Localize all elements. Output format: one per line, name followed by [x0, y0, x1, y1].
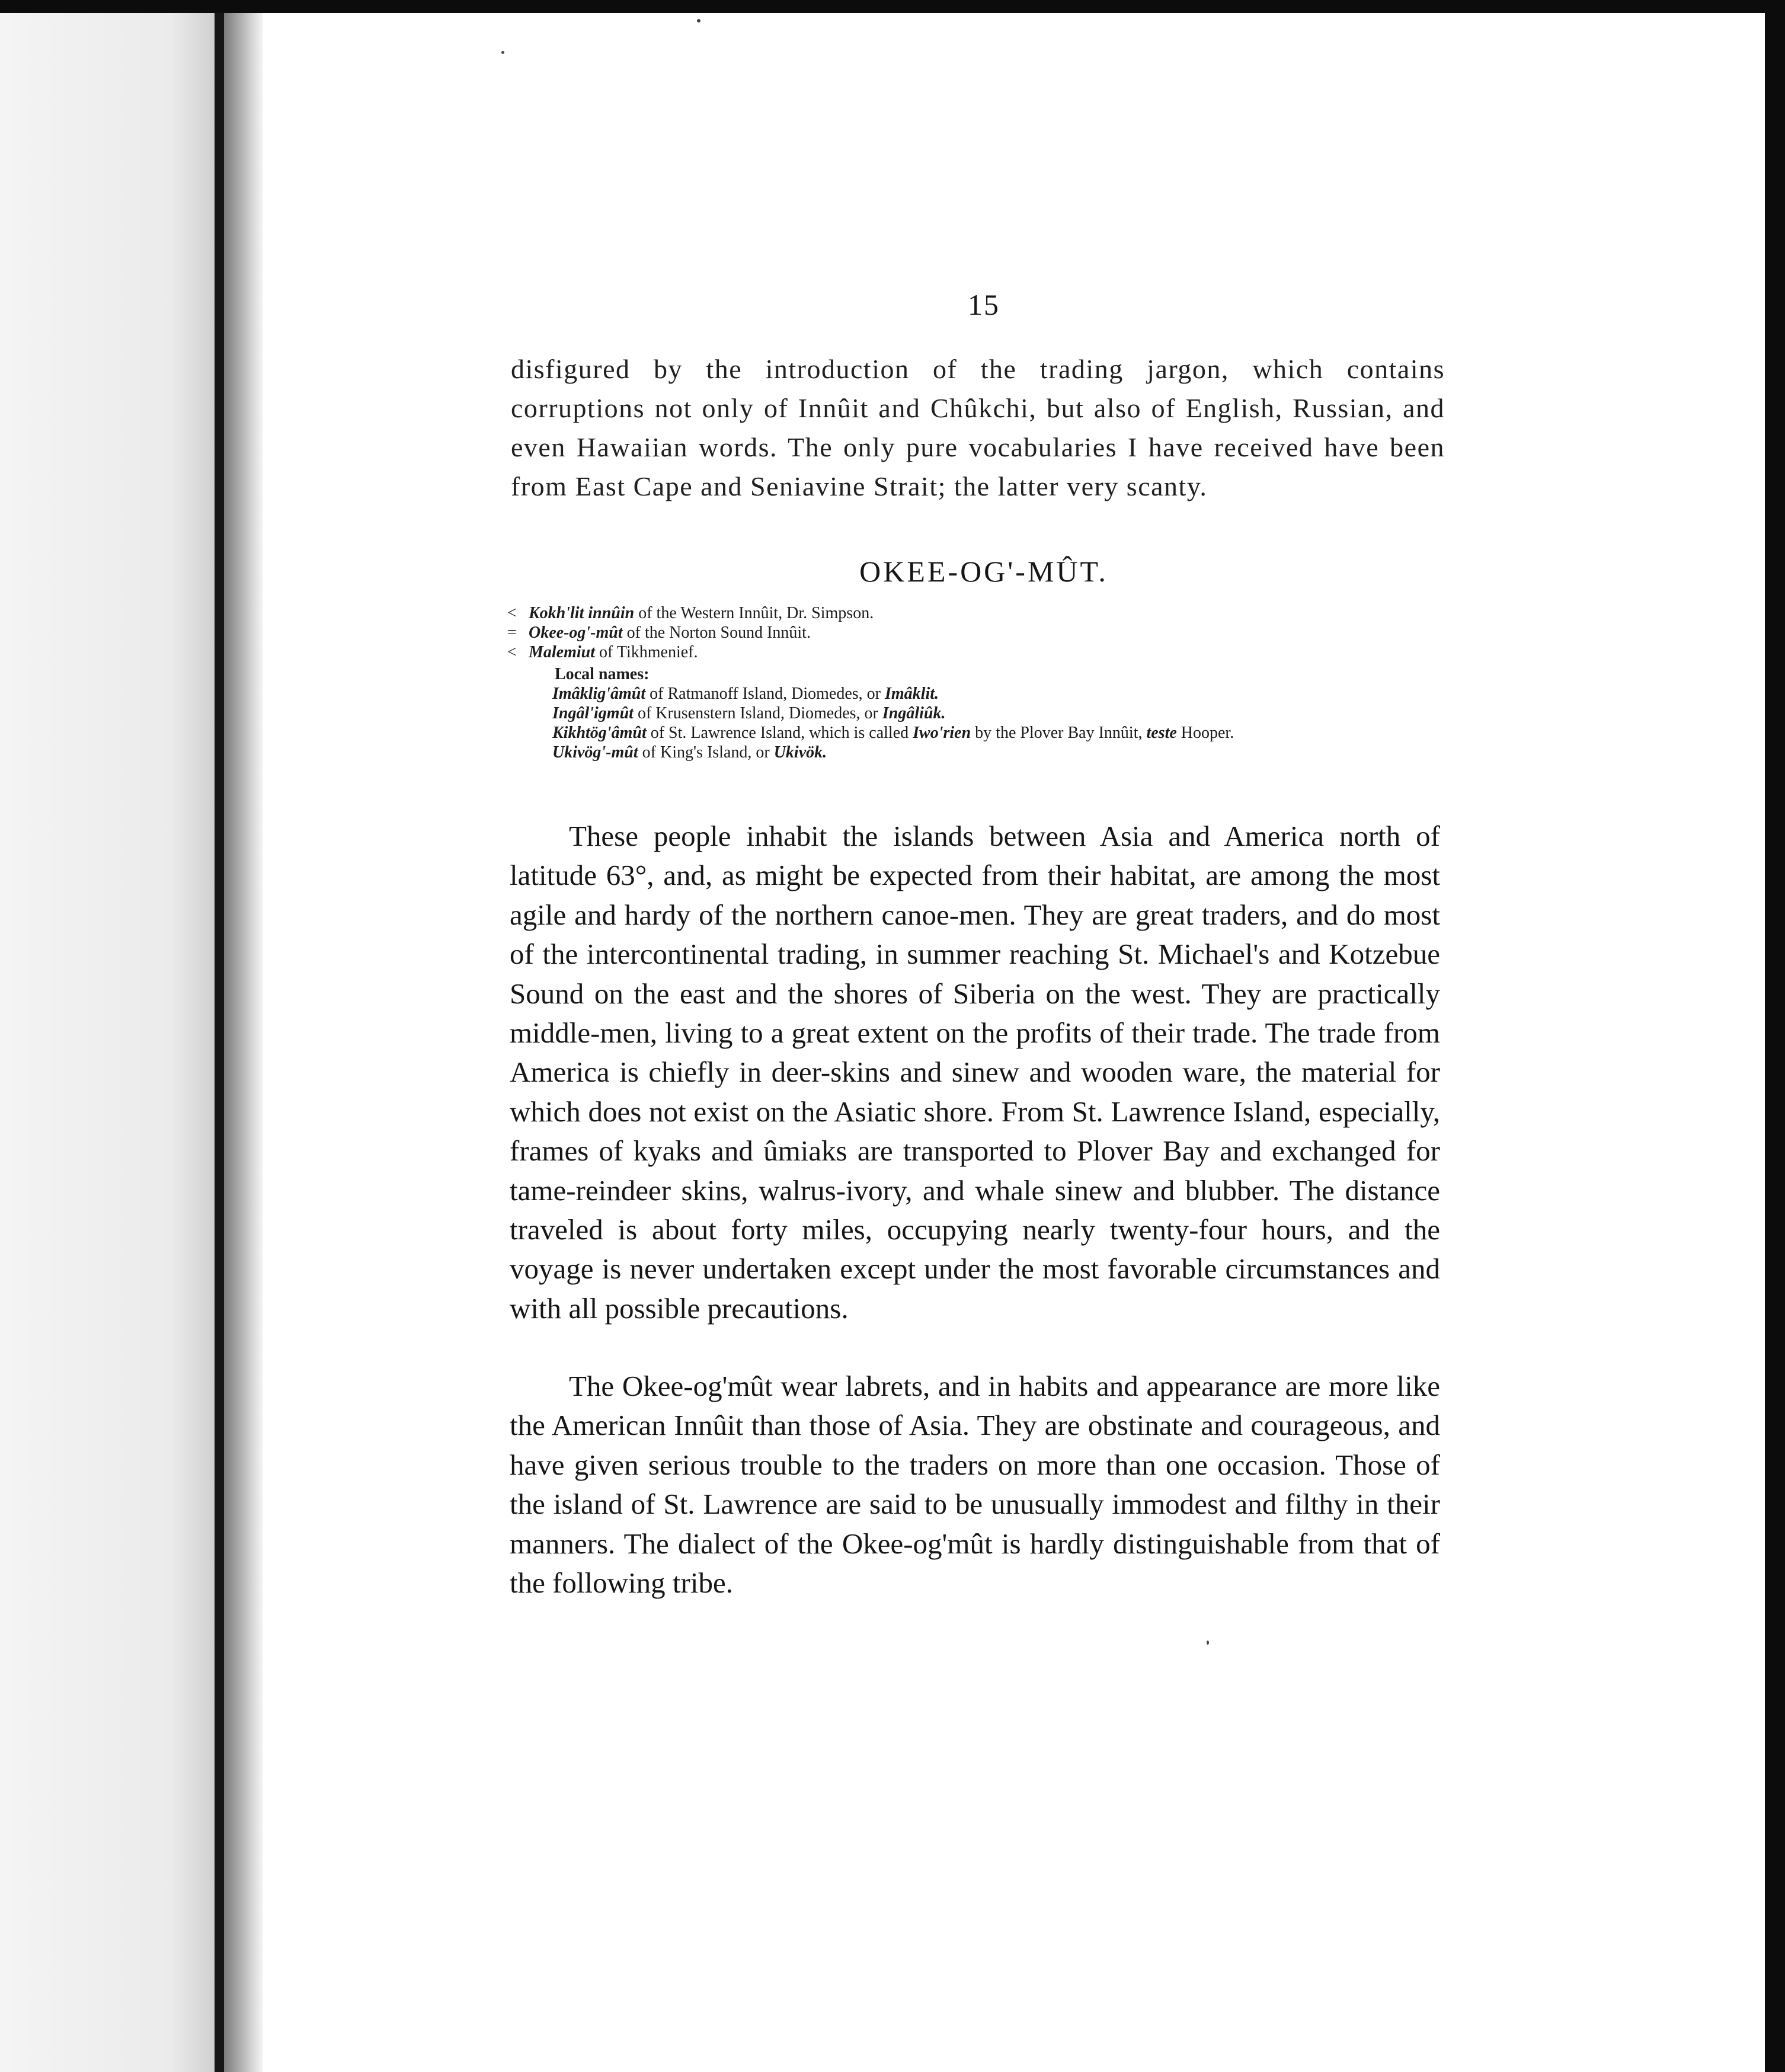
- synonymy-entry: [507, 603, 1455, 623]
- synonymy-block: [507, 603, 1455, 762]
- synonymy-entry: [507, 642, 1455, 662]
- scan-top-border: [0, 0, 1785, 13]
- local-name-text: of St. Lawrence Island, which is called: [646, 724, 913, 742]
- local-name-text: by the Plover Bay Innûit,: [971, 724, 1147, 742]
- synonymy-text: of the Western Innûit, Dr. Simpson.: [634, 604, 874, 622]
- local-name-entry: [507, 743, 1455, 762]
- body-paragraph: These people inhabit the islands between Asia and America north of latitude 63°, and, as might be expected from their habitat, are among the most agile and hardy of the northern canoe-men. They are great traders, and do most of the intercontinental trading, in summer reaching St. Michael's and Kotzebue Sound on the east and the shores of Siberia on the west. They are practically middle-men, living to a great extent on the profits of their trade. The trade from America is chiefly in deer-skins and sinew and wooden ware, the material for which does not exist on the Asiatic shore. From St. Lawrence Island, especially, frames of kyaks and ûmiaks are transported to Plover Bay and exchanged for tame-reindeer skins, walrus-ivory, and whale sinew and blubber. The distance traveled is about forty miles, occupying nearly twenty-four hours, and the voyage is never undertaken except under the most favorable circumstances and with all possible precautions.: [510, 820, 1440, 1325]
- facing-page-edge: [0, 13, 215, 2072]
- synonymy-mark: =: [507, 623, 517, 642]
- local-name-text: of Krusenstern Island, Diomedes, or: [633, 704, 882, 722]
- synonymy-mark: <: [507, 643, 517, 661]
- gutter-shadow: [224, 13, 263, 2072]
- body-paragraph: The Okee-og'mût wear labrets, and in habits and appearance are more like the American Innûit than those of Asia. They are obstinate and courageous, and have given serious trouble to the traders on more than one occasion. Those of the island of St. Lawrence are said to be unusually immodest and filthy in their manners. The dialect of the Okee-og'mût is hardly distinguishable from that of the following tribe.: [510, 1370, 1440, 1600]
- synonymy-mark: <: [507, 604, 517, 622]
- local-name-alt: Imâklit.: [885, 685, 939, 703]
- local-name-text: of Ratmanoff Island, Diomedes, or: [645, 685, 885, 703]
- scan-speck: [501, 51, 504, 54]
- local-name-entry: [507, 723, 1455, 743]
- local-name: Ingâl'igmût: [552, 704, 634, 722]
- local-name-alt: Ukivök.: [773, 743, 827, 762]
- synonymy-name: Malemiut: [529, 643, 596, 661]
- local-name: Kikhtög'âmût: [552, 724, 647, 742]
- local-name-text: of King's Island, or: [638, 743, 774, 762]
- book-binding: [215, 13, 224, 2072]
- local-names-label: Local names:: [555, 665, 650, 683]
- local-name-entry: [507, 704, 1455, 723]
- synonymy-name: Okee-og'-mût: [529, 623, 623, 642]
- synonymy-entry: [507, 623, 1455, 642]
- synonymy-text: of Tikhmenief.: [595, 643, 698, 661]
- local-name-entry: [507, 684, 1455, 704]
- local-name-text: Hooper.: [1176, 724, 1234, 742]
- local-name-alt: teste: [1146, 724, 1177, 742]
- local-name-alt: Iwo'rien: [913, 724, 971, 742]
- synonymy-text: of the Norton Sound Innûit.: [622, 623, 811, 642]
- intro-paragraph: disfigured by the introduction of the trading jargon, which contains corruptions not only of Innûit and Chûkchi, but also of English, Russian, and even Hawaiian words. The only pure vocabularies I have received have been from East Cape and Seniavine Strait; the latter very scanty.: [511, 354, 1445, 501]
- scan-speck: [697, 19, 700, 23]
- section-title: OKEE-OG'-MÛT.: [859, 555, 1108, 588]
- synonymy-name: Kokh'lit innûin: [529, 604, 635, 622]
- scan-right-border: [1765, 0, 1785, 2072]
- scan-speck: [1207, 1641, 1209, 1645]
- local-name-alt: Ingâliûk.: [882, 704, 946, 722]
- local-name: Ukivög'-mût: [552, 743, 638, 762]
- local-name: Imâklig'âmût: [552, 685, 646, 703]
- page-number: 15: [968, 288, 1000, 321]
